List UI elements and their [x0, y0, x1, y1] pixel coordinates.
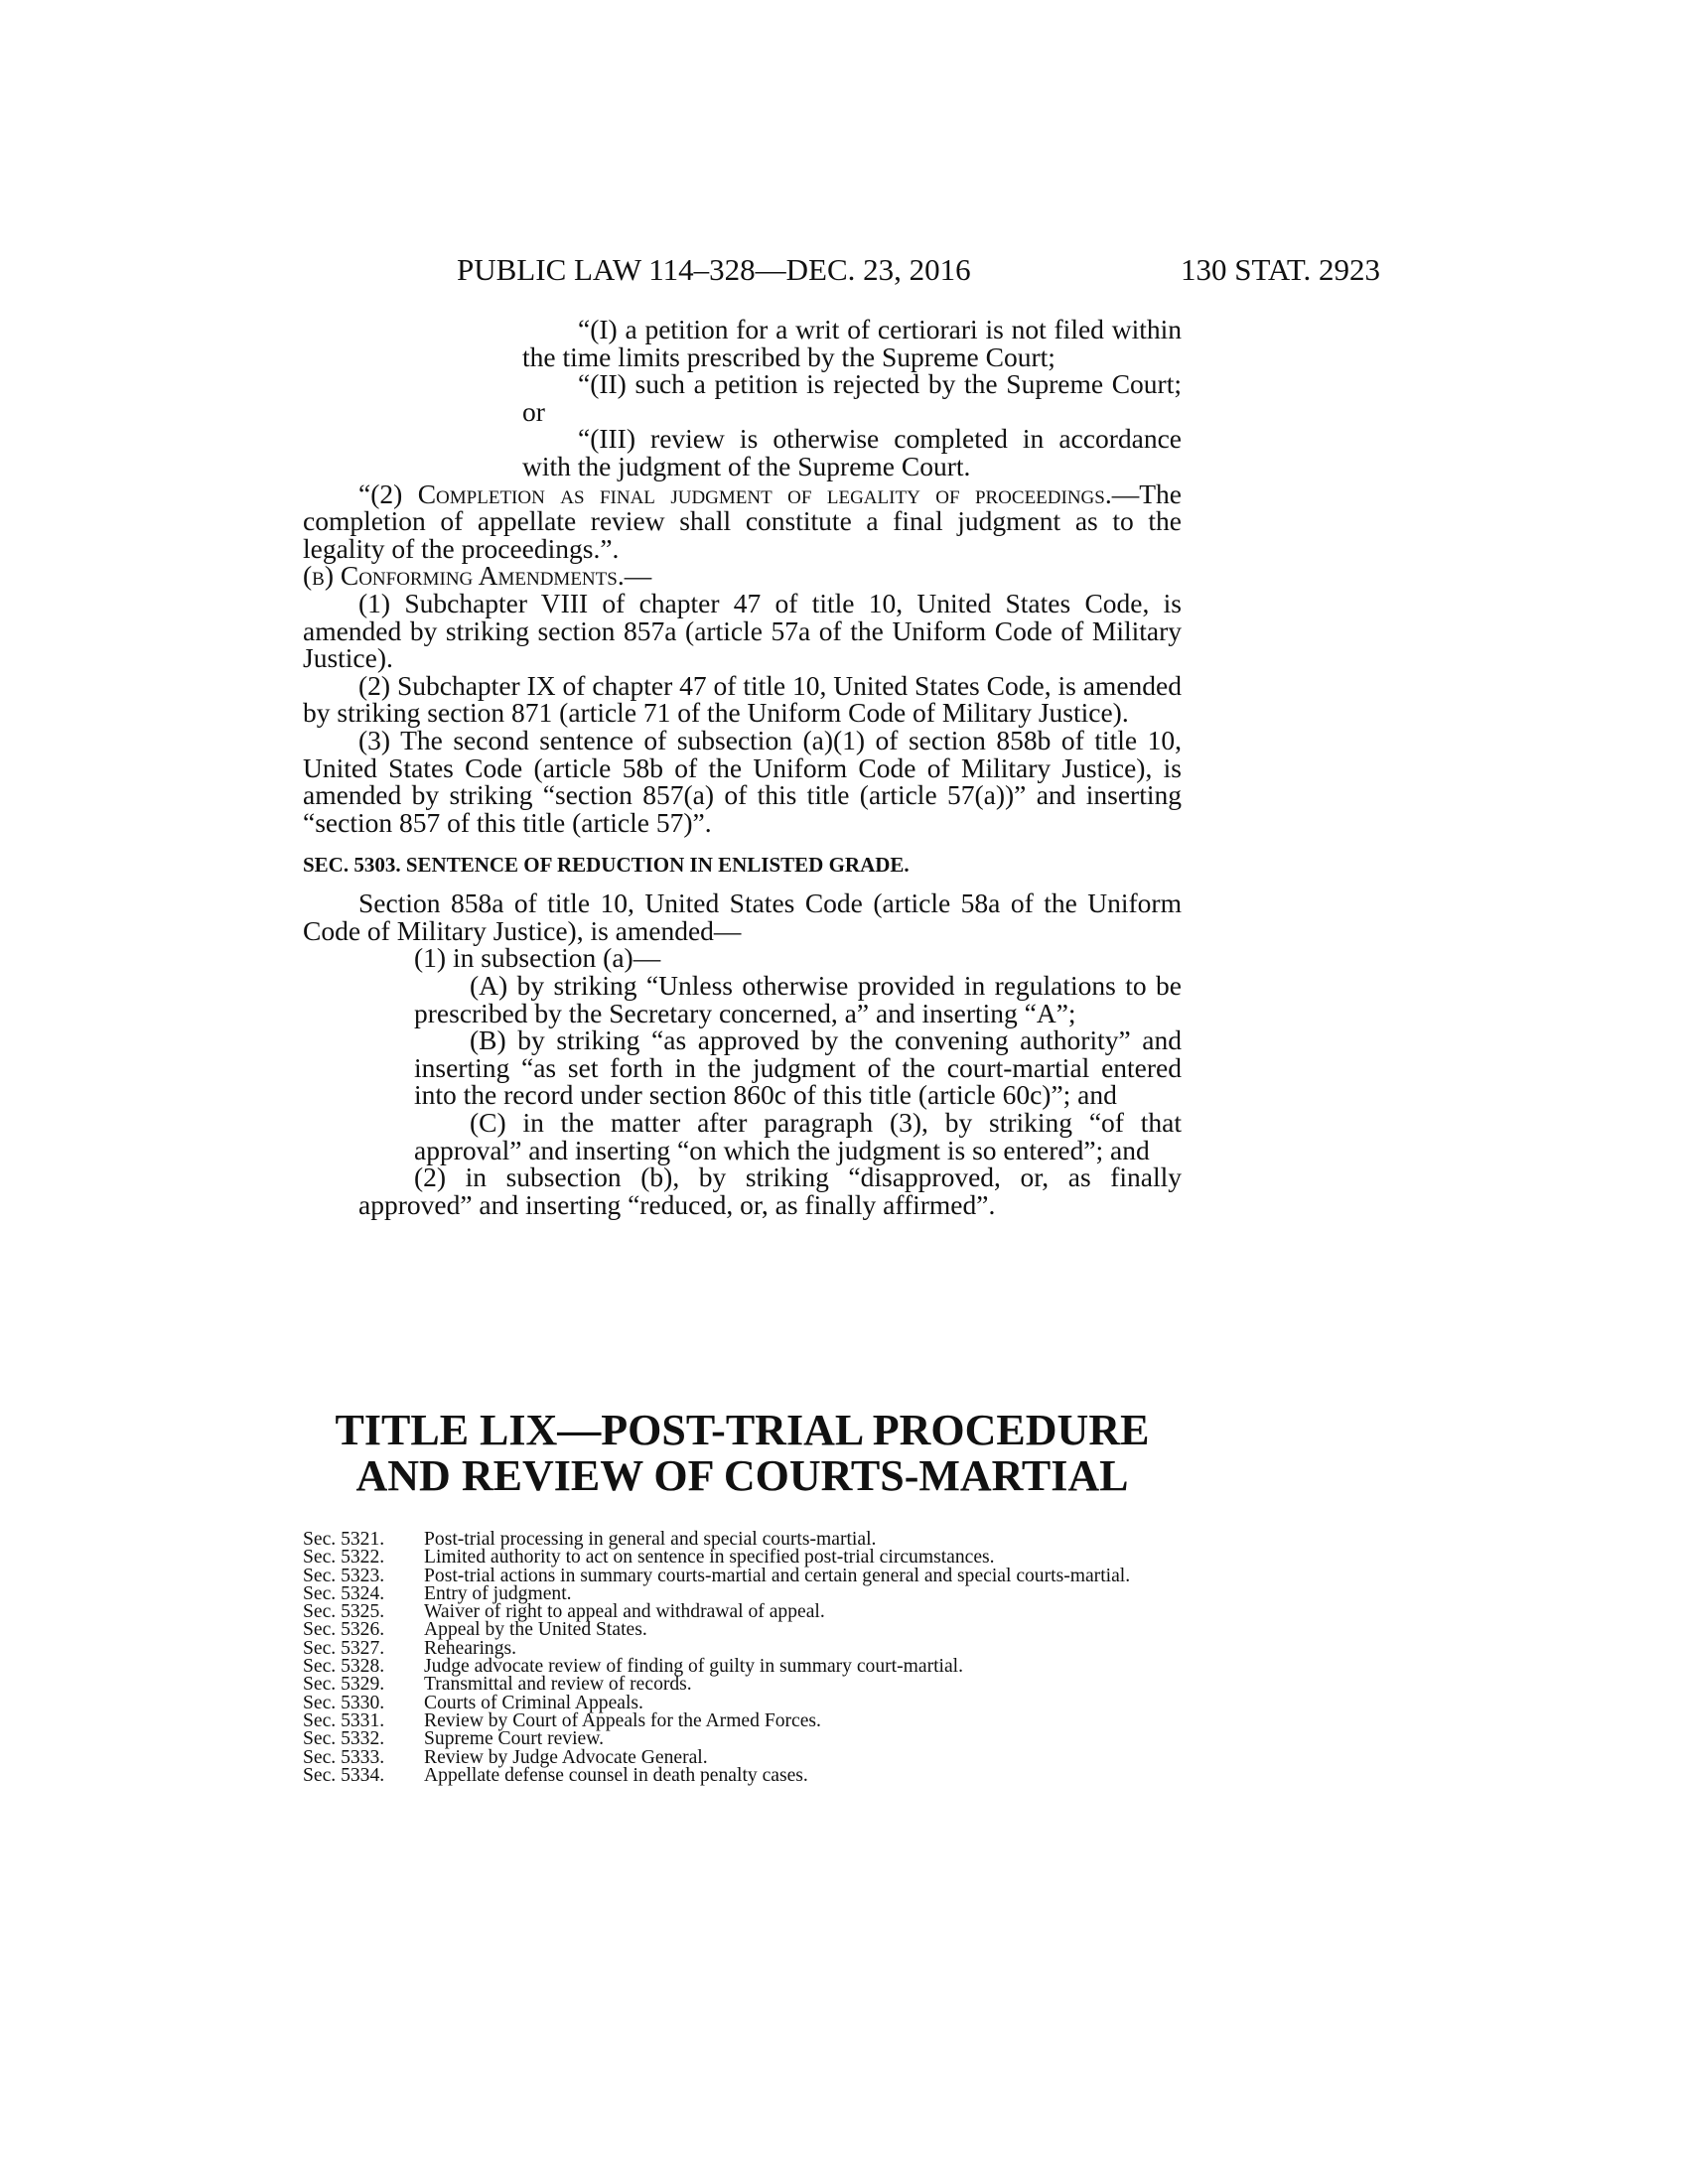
toc-section-number: Sec. 5326. — [303, 1619, 385, 1641]
amendment-item-C: (C) in the matter after paragraph (3), by striking “of that approval” and inserting “on which the judgment is so entered”; and — [414, 1107, 1182, 1165]
paragraph-2-text: —The completion of appellate review shall constitute a final judgment as to the legality of the proceedings.”. — [303, 478, 1182, 564]
toc-section-number: Sec. 5323. — [303, 1565, 385, 1586]
toc-section-title: Limited authority to act on sentence in specified post-trial circumstances. — [424, 1547, 995, 1569]
toc-section-number: Sec. 5329. — [303, 1674, 385, 1696]
paragraph-b1: (1) Subchapter VIII of chapter 47 of title 10, United States Code, is amended by striking section 857a (article 57a of the Uniform Code of Military Justice). — [303, 587, 1182, 674]
toc-section-title: Judge advocate review of finding of guilty in summary court-martial. — [424, 1656, 964, 1678]
toc-section-number: Sec. 5331. — [303, 1709, 385, 1731]
toc-section-title: Waiver of right to appeal and withdrawal of appeal. — [424, 1601, 825, 1623]
toc-section-number: Sec. 5324. — [303, 1582, 385, 1604]
public-law-citation: PUBLIC LAW 114–328—DEC. 23, 2016 — [457, 252, 971, 287]
title-heading — [303, 1408, 1182, 1499]
amendment-item-A: (A) by striking “Unless otherwise provided in regulations to be prescribed by the Secretary concerned, a” and inserting “A”; — [414, 970, 1182, 1028]
paragraph-2 — [303, 480, 1182, 563]
table-of-contents — [303, 1531, 1182, 1785]
running-header — [303, 250, 1380, 290]
toc-section-number: Sec. 5334. — [303, 1764, 385, 1786]
subsection-b-dash: — — [624, 560, 652, 592]
clause-III: “(III) review is otherwise completed in accordance with the judgment of the Supreme Court. — [522, 423, 1182, 481]
toc-section-number: Sec. 5330. — [303, 1692, 385, 1713]
toc-section-title: Courts of Criminal Appeals. — [424, 1692, 643, 1713]
toc-section-number: Sec. 5332. — [303, 1728, 385, 1750]
toc-section-title: Transmittal and review of records. — [424, 1674, 692, 1696]
toc-section-title: Appellate defense counsel in death penalty cases. — [424, 1764, 808, 1786]
toc-section-number: Sec. 5322. — [303, 1547, 385, 1569]
subsection-b-heading: (b) Conforming Amendments. — [303, 560, 625, 592]
toc-section-number: Sec. 5333. — [303, 1746, 385, 1768]
toc-entry — [303, 1730, 1182, 1748]
toc-section-title: Review by Court of Appeals for the Armed Forces. — [424, 1709, 821, 1731]
section-heading: SEC. 5303. SENTENCE OF REDUCTION IN ENLISTED GRADE. — [303, 853, 910, 878]
title-line-1: TITLE LIX—POST-TRIAL PROCEDURE — [335, 1406, 1150, 1454]
toc-entry — [303, 1676, 1182, 1694]
paragraph-2-heading: “(2) Completion as final judgment of legality of proceedings. — [358, 478, 1112, 509]
paragraph-b3: (3) The second sentence of subsection (a)(1) of section 858b of title 10, United States Code (article 58b of the Uniform Code of Military Justice), is amended by striking “section 857(a) of this title (article 57(a))” and inserting “section 857 of this title (article 57)”. — [303, 724, 1182, 838]
amendment-item-2: (2) in subsection (b), by striking “disapproved, or, as finally approved” and inserting “reduced, or, as finally affirmed”. — [358, 1161, 1182, 1220]
toc-entry — [303, 1549, 1182, 1567]
toc-section-title: Review by Judge Advocate General. — [424, 1746, 708, 1768]
toc-section-title: Rehearings. — [424, 1637, 517, 1659]
subsection-b — [303, 562, 1182, 590]
toc-entry — [303, 1764, 1182, 1786]
toc-section-title: Appeal by the United States. — [424, 1619, 647, 1641]
clause-II: “(II) such a petition is rejected by the Supreme Court; or — [522, 368, 1182, 427]
paragraph-b2: (2) Subchapter IX of chapter 47 of title 10, United States Code, is amended by striking section 871 (article 71 of the Uniform Code of Military Justice). — [303, 669, 1182, 729]
toc-section-number: Sec. 5321. — [303, 1529, 385, 1550]
toc-section-title: Post-trial processing in general and special courts-martial. — [424, 1529, 877, 1550]
toc-section-title: Entry of judgment. — [424, 1582, 572, 1604]
toc-section-number: Sec. 5327. — [303, 1637, 385, 1659]
toc-section-title: Supreme Court review. — [424, 1728, 605, 1750]
toc-section-number: Sec. 5325. — [303, 1601, 385, 1623]
toc-section-title: Post-trial actions in summary courts-martial and certain general and special courts-martial. — [424, 1565, 1131, 1586]
toc-section-number: Sec. 5328. — [303, 1656, 385, 1678]
clause-I: “(I) a petition for a writ of certiorari is not filed within the time limits prescribed by the Supreme Court; — [522, 314, 1182, 372]
statute-page-number: 130 STAT. 2923 — [1180, 252, 1380, 287]
amendment-item-B: (B) by striking “as approved by the convening authority” and inserting “as set forth in the judgment of the court-martial entered into the record under section 860c of this title (article 60c)”; and — [414, 1024, 1182, 1111]
title-line-2: AND REVIEW OF COURTS-MARTIAL — [355, 1451, 1129, 1500]
amendment-item-1: (1) in subsection (a)— — [414, 942, 661, 974]
document-body — [303, 316, 1182, 1218]
section-intro: Section 858a of title 10, United States Code (article 58a of the Uniform Code of Military Justice), is amended— — [303, 887, 1182, 946]
